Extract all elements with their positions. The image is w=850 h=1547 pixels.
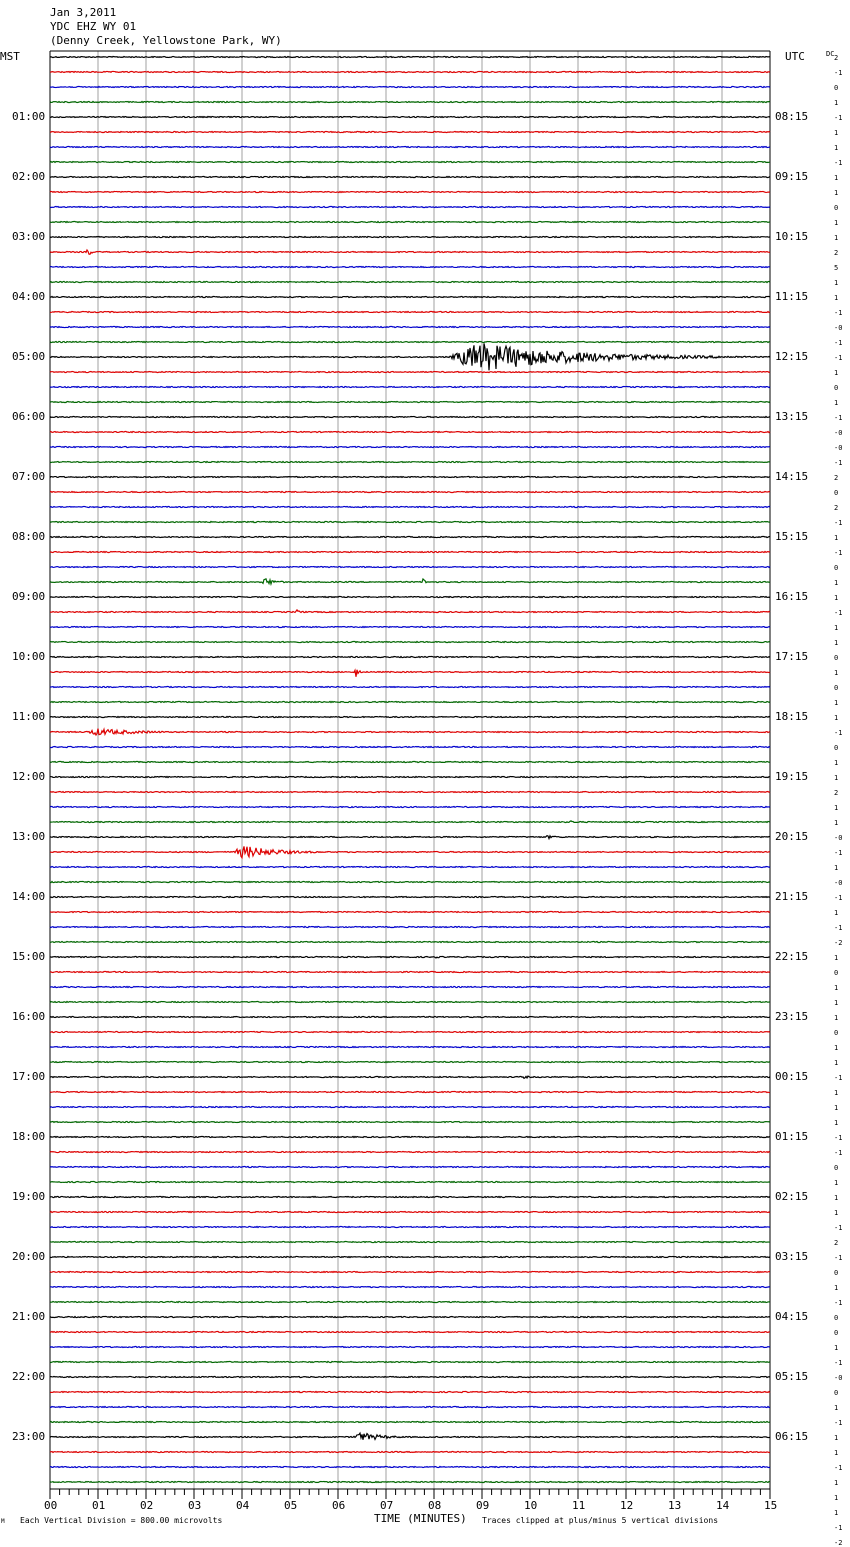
dc-offset-value: 1 [834,1449,839,1457]
dc-offset-value: 1 [834,714,839,722]
dc-offset-value: 5 [834,264,839,272]
dc-offset-value: 1 [834,1014,839,1022]
clip-note: Traces clipped at plus/minus 5 vertical divisions [482,1516,719,1525]
trace-line [50,371,770,372]
dc-offset-value: 1 [834,1509,839,1517]
x-tick-label: 05 [284,1499,298,1512]
trace-line [50,1121,770,1122]
left-hour-label: 05:00 [12,350,46,363]
dc-offset-value: -1 [834,519,843,527]
trace-line [50,1136,770,1137]
dc-offset-value: 0 [834,384,839,392]
dc-offset-value: 1 [834,699,839,707]
trace-line [50,686,770,687]
dc-offset-value: 1 [834,1209,839,1217]
dc-offset-value: 1 [834,909,839,917]
left-hour-label: 11:00 [12,710,46,723]
trace-line [50,1451,770,1452]
dc-offset-value: -1 [834,1524,843,1532]
left-hour-label: 12:00 [12,770,46,783]
dc-offset-value: 1 [834,774,839,782]
right-hour-label: 21:15 [775,890,809,903]
left-hour-label: 09:00 [12,590,46,603]
trace-line [50,491,770,492]
right-hour-label: 09:15 [775,170,809,183]
trace-line [50,1316,770,1317]
dc-offset-value: 1 [834,1119,839,1127]
dc-offset-value: 1 [834,999,839,1007]
x-tick-label: 07 [380,1499,394,1512]
trace-line [50,1421,770,1422]
dc-offset-value: -1 [834,69,843,77]
dc-offset-value: -1 [834,114,843,122]
right-hour-label: 13:15 [775,410,809,423]
right-hour-label: 22:15 [775,950,809,963]
trace-line [50,236,770,237]
right-hour-label: 06:15 [775,1430,809,1443]
trace-line [50,446,770,447]
dc-offset-value: -1 [834,309,843,317]
trace-line [50,401,770,402]
trace-line [50,761,770,762]
trace-line [50,551,770,552]
left-hour-label: 20:00 [12,1250,46,1263]
trace-line [50,1433,770,1440]
dc-offset-value: -1 [834,354,843,362]
trace-line [50,341,770,342]
trace-line [50,1181,770,1182]
left-hour-label: 17:00 [12,1070,46,1083]
dc-offset-value: -2 [834,1539,843,1547]
trace-line [50,821,770,823]
trace-line [50,1481,770,1482]
trace-line [50,626,770,627]
trace-line [50,1046,770,1047]
trace-line [50,1286,770,1287]
trace-line [50,1211,770,1212]
dc-offset-value: 1 [834,759,839,767]
dc-offset-value: 0 [834,1269,839,1277]
dc-offset-value: 1 [834,174,839,182]
trace-line [50,911,770,912]
trace-line [50,846,770,857]
dc-offset-value: -1 [834,1074,843,1082]
trace-line [50,656,770,657]
dc-offset-value: -1 [834,414,843,422]
dc-offset-value: 1 [834,189,839,197]
dc-offset-value: 1 [834,144,839,152]
trace-line [50,386,770,387]
right-hour-label: 00:15 [775,1070,809,1083]
dc-offset-value: -1 [834,339,843,347]
right-hour-label: 02:15 [775,1190,809,1203]
trace-line [50,610,770,613]
x-tick-label: 00 [44,1499,58,1512]
trace-line [50,776,770,777]
x-axis-title: TIME (MINUTES) [374,1512,467,1525]
dc-offset-value: -1 [834,1134,843,1142]
right-hour-label: 05:15 [775,1370,809,1383]
dc-offset-value: 1 [834,399,839,407]
trace-line [50,131,770,132]
dc-offset-value: -1 [834,729,843,737]
dc-offset-value: 2 [834,54,839,62]
dc-offset-value: 0 [834,1164,839,1172]
trace-line [50,506,770,507]
trace-line [50,206,770,207]
x-tick-label: 04 [236,1499,250,1512]
dc-offset-value: 1 [834,624,839,632]
dc-offset-value: 1 [834,669,839,677]
dc-offset-value: 1 [834,639,839,647]
trace-line [50,1376,770,1377]
dc-offset-value: -0 [834,324,843,332]
trace-line [50,641,770,642]
trace-line [50,431,770,432]
trace-line [50,866,770,867]
dc-offset-value: -1 [834,549,843,557]
x-tick-label: 06 [332,1499,346,1512]
trace-line [50,1091,770,1092]
dc-offset-value: 1 [834,369,839,377]
dc-offset-value: 1 [834,1344,839,1352]
x-tick-label: 13 [668,1499,682,1512]
dc-offset-value: 2 [834,249,839,257]
left-timezone-label: MST [0,50,20,63]
right-hour-label: 12:15 [775,350,809,363]
dc-offset-value: -1 [834,1359,843,1367]
dc-offset-value: 2 [834,474,839,482]
dc-offset-value: -0 [834,429,843,437]
trace-line [50,1391,770,1392]
trace-line [50,1076,770,1078]
corner-mark: M [1,1518,5,1525]
left-hour-label: 03:00 [12,230,46,243]
trace-line [50,1331,770,1332]
dc-offset-value: 0 [834,654,839,662]
dc-offset-value: 0 [834,1389,839,1397]
right-hour-label: 16:15 [775,590,809,603]
dc-offset-value: -0 [834,1374,843,1382]
left-hour-label: 08:00 [12,530,46,543]
left-hour-label: 14:00 [12,890,46,903]
trace-line [50,1166,770,1167]
right-hour-label: 17:15 [775,650,809,663]
left-hour-label: 10:00 [12,650,46,663]
dc-offset-value: -1 [834,1224,843,1232]
left-hour-label: 02:00 [12,170,46,183]
trace-line [50,941,770,942]
trace-line [50,86,770,87]
dc-offset-value: 1 [834,534,839,542]
trace-line [50,986,770,987]
trace-line [50,343,770,370]
x-tick-label: 12 [620,1499,634,1512]
dc-offset-value: -0 [834,444,843,452]
left-hour-label: 01:00 [12,110,46,123]
dc-offset-value: 1 [834,99,839,107]
dc-offset-value: 1 [834,1284,839,1292]
right-hour-label: 15:15 [775,530,809,543]
trace-line [50,806,770,807]
trace-line [50,1061,770,1062]
dc-offset-value: 1 [834,579,839,587]
x-tick-label: 10 [524,1499,538,1512]
dc-offset-value: -1 [834,459,843,467]
left-hour-label: 13:00 [12,830,46,843]
dc-offset-value: 1 [834,1404,839,1412]
trace-line [50,1196,770,1197]
dc-offset-value: -1 [834,609,843,617]
dc-offset-value: -1 [834,1149,843,1157]
dc-offset-header: DC [826,50,835,58]
dc-offset-value: 1 [834,1089,839,1097]
right-hour-label: 04:15 [775,1310,809,1323]
x-tick-label: 02 [140,1499,154,1512]
dc-offset-value: -1 [834,894,843,902]
trace-line [50,1226,770,1227]
dc-offset-value: 0 [834,1029,839,1037]
trace-line [50,191,770,192]
right-hour-label: 08:15 [775,110,809,123]
trace-line [50,579,770,584]
trace-line [50,670,770,677]
dc-offset-value: 0 [834,1314,839,1322]
trace-line [50,791,770,792]
dc-offset-value: 1 [834,984,839,992]
x-tick-label: 11 [572,1499,586,1512]
dc-offset-value: -1 [834,1254,843,1262]
trace-line [50,296,770,297]
dc-offset-value: -0 [834,834,843,842]
trace-line [50,836,770,839]
dc-offset-value: 1 [834,819,839,827]
right-hour-label: 18:15 [775,710,809,723]
x-tick-label: 08 [428,1499,442,1512]
right-hour-label: 19:15 [775,770,809,783]
trace-line [50,1361,770,1362]
trace-line [50,326,770,327]
trace-line [50,71,770,72]
right-hour-label: 03:15 [775,1250,809,1263]
dc-offset-value: 1 [834,294,839,302]
dc-offset-value: 2 [834,789,839,797]
trace-line [50,101,770,102]
trace-line [50,746,770,747]
scale-note: Each Vertical Division = 800.00 microvolts [20,1516,223,1525]
dc-offset-value: 1 [834,1194,839,1202]
dc-offset-value: 0 [834,969,839,977]
dc-offset-value: 1 [834,1179,839,1187]
dc-offset-value: -2 [834,939,843,947]
right-timezone-label: UTC [785,50,805,63]
dc-offset-value: 0 [834,489,839,497]
dc-offset-value: 1 [834,1044,839,1052]
left-hour-label: 16:00 [12,1010,46,1023]
dc-offset-value: -1 [834,1299,843,1307]
dc-offset-value: 1 [834,1059,839,1067]
left-hour-label: 22:00 [12,1370,46,1383]
trace-line [50,596,770,597]
dc-offset-value: 1 [834,1434,839,1442]
trace-line [50,161,770,162]
trace-line [50,1346,770,1347]
dc-offset-value: 2 [834,504,839,512]
trace-line [50,701,770,702]
trace-line [50,881,770,882]
dc-offset-value: -1 [834,1464,843,1472]
x-tick-label: 15 [764,1499,778,1512]
right-hour-label: 23:15 [775,1010,809,1023]
trace-line [50,416,770,417]
dc-offset-value: -1 [834,849,843,857]
trace-line [50,266,770,267]
trace-line [50,476,770,477]
dc-offset-value: -1 [834,159,843,167]
trace-line [50,56,770,57]
trace-line [50,1406,770,1407]
right-hour-label: 01:15 [775,1130,809,1143]
dc-offset-value: 1 [834,594,839,602]
trace-line [50,116,770,117]
dc-offset-value: 1 [834,279,839,287]
dc-offset-value: -1 [834,924,843,932]
dc-offset-value: -0 [834,879,843,887]
trace-line [50,926,770,927]
trace-line [50,971,770,972]
dc-offset-value: 0 [834,1329,839,1337]
dc-offset-value: 0 [834,744,839,752]
dc-offset-value: 0 [834,684,839,692]
dc-offset-value: 1 [834,864,839,872]
x-tick-label: 03 [188,1499,202,1512]
station-code: YDC EHZ WY 01 [50,20,137,33]
trace-line [50,1241,770,1242]
x-tick-label: 01 [92,1499,106,1512]
dc-offset-value: 1 [834,129,839,137]
dc-offset-value: 1 [834,804,839,812]
dc-offset-value: 1 [834,1479,839,1487]
left-hour-label: 04:00 [12,290,46,303]
trace-line [50,1301,770,1302]
left-hour-label: 18:00 [12,1130,46,1143]
trace-line [50,1466,770,1467]
dc-offset-value: 2 [834,1239,839,1247]
x-tick-label: 14 [716,1499,730,1512]
dc-offset-value: 1 [834,1104,839,1112]
trace-line [50,250,770,254]
dc-offset-value: 0 [834,564,839,572]
left-hour-label: 06:00 [12,410,46,423]
trace-line [50,716,770,717]
trace-line [50,461,770,462]
left-hour-label: 21:00 [12,1310,46,1323]
left-hour-label: 07:00 [12,470,46,483]
trace-line [50,1001,770,1002]
left-hour-label: 23:00 [12,1430,46,1443]
dc-offset-value: 0 [834,84,839,92]
trace-line [50,1256,770,1257]
right-hour-label: 20:15 [775,830,809,843]
trace-line [50,536,770,537]
trace-line [50,729,770,735]
trace-line [50,521,770,522]
left-hour-label: 15:00 [12,950,46,963]
dc-offset-value: 1 [834,954,839,962]
station-location: (Denny Creek, Yellowstone Park, WY) [50,34,282,47]
dc-offset-value: 1 [834,1494,839,1502]
trace-line [50,956,770,958]
trace-line [50,311,770,312]
dc-offset-value: 1 [834,219,839,227]
x-tick-label: 09 [476,1499,490,1512]
right-hour-label: 11:15 [775,290,809,303]
trace-line [50,1106,770,1107]
dc-offset-value: 0 [834,204,839,212]
left-hour-label: 19:00 [12,1190,46,1203]
trace-line [50,1151,770,1152]
dc-offset-value: -1 [834,1419,843,1427]
trace-line [50,146,770,147]
trace-line [50,221,770,222]
trace-line [50,1016,770,1017]
right-hour-label: 14:15 [775,470,809,483]
trace-line [50,1031,770,1032]
trace-line [50,896,770,897]
right-hour-label: 10:15 [775,230,809,243]
dc-offset-value: 1 [834,234,839,242]
trace-line [50,176,770,177]
trace-line [50,566,770,567]
trace-line [50,281,770,282]
trace-line [50,1271,770,1272]
plot-date: Jan 3,2011 [50,6,117,19]
